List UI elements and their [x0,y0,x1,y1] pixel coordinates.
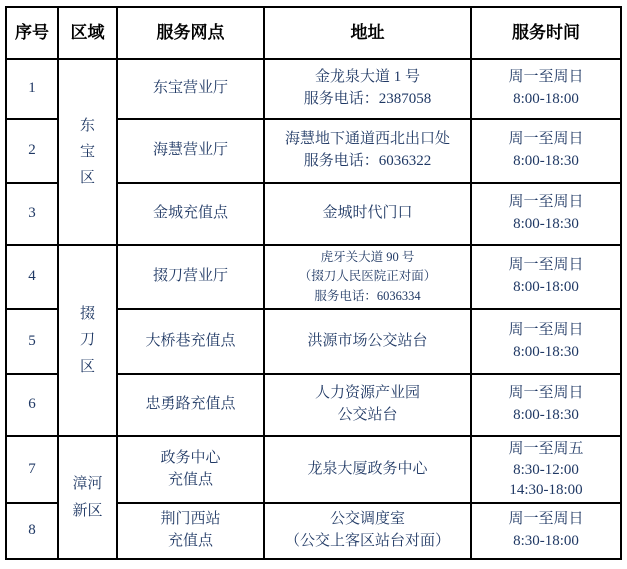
time-line: 8:00-18:00 [513,91,579,107]
cell-outlet [117,374,264,436]
table-header-row [6,7,621,59]
outlet-line: 海慧营业厅 [152,142,228,159]
header-cell-no: 序号 [6,7,58,59]
cell-no: 4 [6,245,58,309]
outlet-line: 充值点 [167,533,213,550]
cell-outlet [117,119,264,183]
cell-address [264,309,471,374]
time-line: 14:30-18:00 [509,481,583,498]
address-line: 服务电话：6036322 [303,153,432,169]
cell-no: 2 [6,119,58,183]
time-line: 周一至周日 [508,194,584,211]
cell-outlet [117,59,264,119]
time-line: 8:00-18:30 [513,153,579,169]
header-cell-address: 地址 [264,7,471,59]
cell-address [264,436,471,503]
address-line: 金城时代门口 [322,205,413,222]
cell-outlet [117,309,264,374]
address-line: （公交上客区站台对面） [284,533,450,550]
cell-address [264,183,471,245]
address-line: 海慧地下通道西北出口处 [284,131,450,148]
address-line: （掇刀人民医院正对面） [298,269,437,284]
region-line: 掇 [79,306,95,323]
time-line: 8:30-18:00 [513,533,579,550]
region-line: 宝 [79,143,95,160]
cell-address [264,119,471,183]
address-line: 人力资源产业园 [314,385,420,402]
time-line: 8:00-18:00 [513,279,579,296]
outlet-line: 金城充值点 [152,205,228,222]
cell-no: 7 [6,436,58,503]
cell-address [264,245,471,309]
address-line: 金龙泉大道 1 号 [314,69,420,86]
cell-address [264,59,471,119]
outlet-line: 大桥巷充值点 [145,332,236,349]
cell-region-zhanghe [58,436,117,559]
time-line: 8:00-18:30 [513,216,579,232]
region-line: 刀 [79,332,95,349]
time-line: 周一至周日 [508,131,584,148]
time-line: 周一至周日 [508,385,584,402]
table-row [6,436,621,503]
cell-address [264,503,471,559]
cell-no: 8 [6,503,58,559]
outlet-line: 政务中心 [160,449,221,466]
region-line: 区 [79,170,95,187]
time-line: 8:30-12:00 [513,461,579,478]
service-outlets-table [5,6,622,560]
region-line: 区 [79,358,95,375]
time-line: 周一至周日 [508,511,584,528]
region-line: 东 [79,117,95,134]
address-line: 龙泉大厦政务中心 [307,460,428,477]
header-cell-time: 服务时间 [471,7,621,59]
cell-time [471,245,621,309]
cell-time [471,309,621,374]
header-cell-region: 区域 [58,7,117,59]
time-line: 周一至周五 [508,441,584,458]
cell-time [471,183,621,245]
header-cell-outlet: 服务网点 [117,7,264,59]
region-line: 漳河 [72,476,103,493]
cell-outlet [117,245,264,309]
time-line: 周一至周日 [508,69,584,86]
time-line: 周一至周日 [508,321,584,338]
address-line: 服务电话：6036334 [314,288,421,303]
outlet-line: 东宝营业厅 [152,80,228,97]
cell-outlet [117,503,264,559]
address-line: 虎牙关大道 90 号 [320,250,415,264]
outlet-line: 忠勇路充值点 [145,396,236,413]
address-line: 服务电话：2387058 [303,91,432,107]
cell-no: 3 [6,183,58,245]
cell-time [471,59,621,119]
address-line: 公交站台 [337,407,398,424]
time-line: 周一至周日 [508,257,584,274]
cell-region-duodao [58,245,117,436]
address-line: 洪源市场公交站台 [307,332,428,349]
cell-time [471,503,621,559]
cell-no: 6 [6,374,58,436]
table-row [6,245,621,309]
cell-no: 1 [6,59,58,119]
cell-outlet [117,183,264,245]
cell-outlet [117,436,264,503]
cell-address [264,374,471,436]
outlet-line: 荆门西站 [160,511,221,528]
address-line: 公交调度室 [329,511,405,528]
outlet-line: 掇刀营业厅 [152,268,228,285]
time-line: 8:00-18:30 [513,407,579,424]
outlet-line: 充值点 [167,471,213,488]
cell-region-dongbao [58,59,117,245]
region-line: 新区 [72,502,103,519]
cell-time [471,436,621,503]
cell-no: 5 [6,309,58,374]
time-line: 8:00-18:30 [513,343,579,360]
cell-time [471,119,621,183]
table-row [6,59,621,119]
cell-time [471,374,621,436]
